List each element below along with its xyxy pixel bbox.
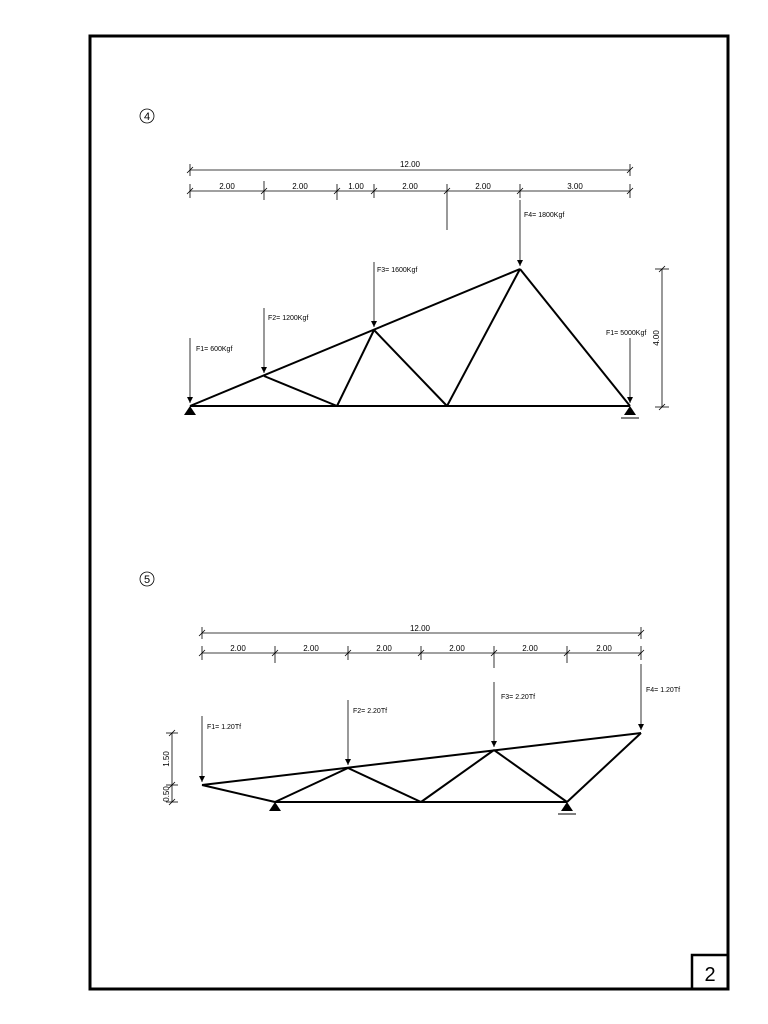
problem-5 bbox=[140, 572, 680, 814]
p4-load-f3: F3= 1600Kgf bbox=[377, 267, 418, 274]
p5-dim-seg-2: 2.00 bbox=[303, 644, 319, 653]
problem-4 bbox=[140, 109, 669, 418]
p5-dim-seg-4: 2.00 bbox=[449, 644, 465, 653]
p4-load-f1: F1= 600Kgf bbox=[196, 346, 233, 353]
p4-load-f2: F2= 1200Kgf bbox=[268, 315, 309, 322]
p5-dimension-segments bbox=[199, 646, 644, 668]
p5-dim-seg-3: 2.00 bbox=[376, 644, 392, 653]
p4-dim-seg-2: 2.00 bbox=[292, 182, 308, 191]
p5-load-arrows bbox=[202, 664, 641, 782]
p4-pin-support-left bbox=[184, 406, 196, 415]
p5-pin-support-left bbox=[269, 802, 281, 811]
p4-load-f5: F1= 5000Kgf bbox=[606, 330, 647, 337]
p5-load-f3: F3= 2.20Tf bbox=[501, 694, 536, 701]
p4-dim-seg-4: 2.00 bbox=[402, 182, 418, 191]
problem-5-label: 5 bbox=[143, 574, 151, 586]
p5-dim-height-bottom: 0.50 bbox=[162, 786, 171, 802]
p4-dim-seg-5: 2.00 bbox=[475, 182, 491, 191]
p5-dim-total-label: 12.00 bbox=[409, 624, 431, 633]
p4-dim-total-label: 12.00 bbox=[399, 160, 421, 169]
p4-dim-seg-1: 2.00 bbox=[219, 182, 235, 191]
p5-load-f1: F1= 1.20Tf bbox=[207, 724, 242, 731]
page-number-box bbox=[692, 955, 728, 989]
p5-load-f4: F4= 1.20Tf bbox=[646, 687, 681, 694]
p4-dim-seg-3: 1.00 bbox=[348, 182, 364, 191]
p4-load-f4: F4= 1800Kgf bbox=[524, 212, 565, 219]
p4-dim-seg-6: 3.00 bbox=[567, 182, 583, 191]
p5-dim-height-top: 1.50 bbox=[162, 751, 171, 767]
p4-roller-support-right bbox=[621, 406, 639, 418]
p5-dim-seg-5: 2.00 bbox=[522, 644, 538, 653]
p5-dim-seg-6: 2.00 bbox=[596, 644, 612, 653]
problem-4-label: 4 bbox=[143, 111, 151, 123]
p4-load-arrows bbox=[190, 200, 630, 403]
page-number: 2 bbox=[704, 964, 716, 986]
p5-truss bbox=[202, 733, 641, 802]
p4-dim-height-label: 4.00 bbox=[652, 330, 661, 346]
p4-truss bbox=[190, 269, 630, 406]
p5-load-f2: F2= 2.20Tf bbox=[353, 708, 388, 715]
sheet-border bbox=[90, 36, 728, 989]
p5-dim-seg-1: 2.00 bbox=[230, 644, 246, 653]
p5-roller-support-right bbox=[558, 802, 576, 814]
